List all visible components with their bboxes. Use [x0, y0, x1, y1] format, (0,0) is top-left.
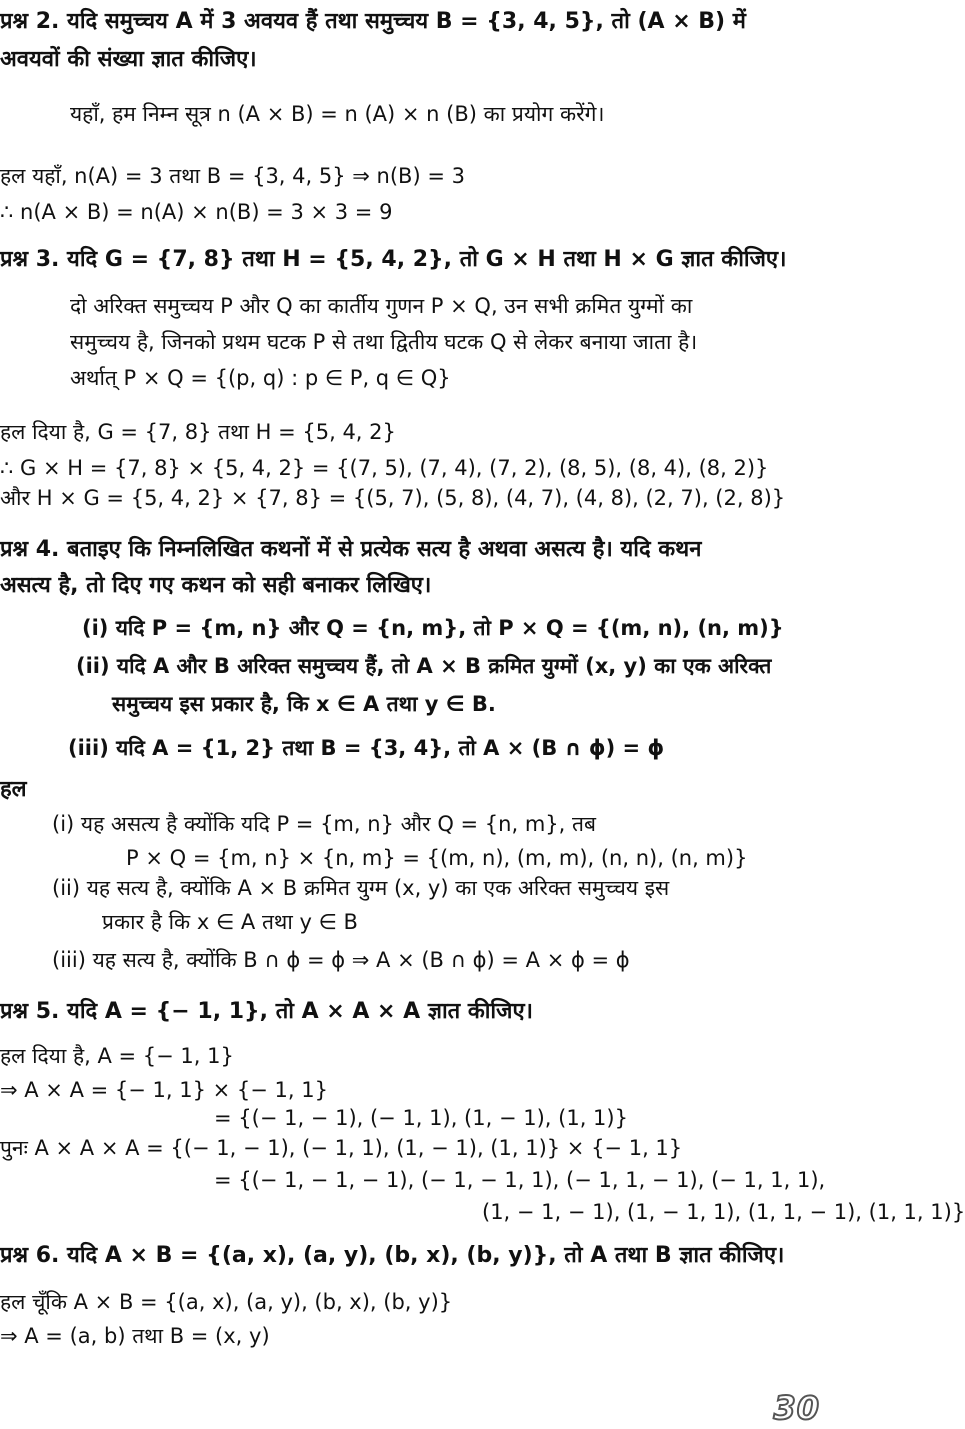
question-2-line-2: अवयवों की संख्या ज्ञात कीजिए। — [0, 47, 257, 72]
solution-4-line-5: (iii) यह सत्य है, क्योंकि B ∩ ϕ = ϕ ⇒ A × (B ∩ ϕ) = A × ϕ = ϕ — [52, 948, 630, 972]
solution-5-line-4: पुनः A × A × A = {(− 1, − 1), (− 1, 1), (1, − 1), (1, 1)} × {− 1, 1} — [0, 1136, 683, 1160]
solution-4-line-4: प्रकार है कि x ∈ A तथा y ∈ B — [102, 910, 358, 934]
solution-5-line-1: हल दिया है, A = {− 1, 1} — [0, 1044, 234, 1068]
solution-6-line-2: ⇒ A = (a, b) तथा B = (x, y) — [0, 1324, 270, 1348]
question-4-part-i: (i) यदि P = {m, n} और Q = {n, m}, तो P × Q = {(m, n), (n, m)} — [82, 616, 784, 640]
solution-3-line-2: ∴ G × H = {7, 8} × {5, 4, 2} = {(7, 5), (7, 4), (7, 2), (8, 5), (8, 4), (8, 2)} — [0, 456, 769, 480]
solution-4-line-2: P × Q = {m, n} × {n, m} = {(m, n), (m, m), (n, n), (n, m)} — [126, 846, 748, 870]
question-4-part-ii-line-2: समुच्चय इस प्रकार है, कि x ∈ A तथा y ∈ B. — [112, 692, 496, 716]
question-5: प्रश्न 5. यदि A = {− 1, 1}, तो A × A × A ज्ञात कीजिए। — [0, 999, 533, 1024]
solution-4-line-3: (ii) यह सत्य है, क्योंकि A × B क्रमित युग्म (x, y) का एक अरिक्त समुच्चय इस — [52, 876, 670, 900]
question-2-line-1: प्रश्न 2. यदि समुच्चय A में 3 अवयव हैं तथा समुच्चय B = {3, 4, 5}, तो (A × B) में — [0, 9, 746, 34]
solution-5-line-5: = {(− 1, − 1, − 1), (− 1, − 1, 1), (− 1, 1, − 1), (− 1, 1, 1), — [214, 1168, 826, 1192]
solution-6-line-1: हल चूँकि A × B = {(a, x), (a, y), (b, x), (b, y)} — [0, 1290, 453, 1314]
solution-3-line-1: हल दिया है, G = {7, 8} तथा H = {5, 4, 2} — [0, 420, 396, 444]
solution-2-line-2: ∴ n(A × B) = n(A) × n(B) = 3 × 3 = 9 — [0, 200, 393, 224]
solution-4-line-1: (i) यह असत्य है क्योंकि यदि P = {m, n} और Q = {n, m}, तब — [52, 812, 596, 836]
solution-5-line-6: (1, − 1, − 1), (1, − 1, 1), (1, 1, − 1), (1, 1, 1)} — [482, 1200, 965, 1224]
definition-line-1: दो अरिक्त समुच्चय P और Q का कार्तीय गुणन P × Q, उन सभी क्रमित युग्मों का — [70, 294, 693, 318]
question-6: प्रश्न 6. यदि A × B = {(a, x), (a, y), (b, x), (b, y)}, तो A तथा B ज्ञात कीजिए। — [0, 1243, 785, 1268]
definition-line-3: अर्थात् P × Q = {(p, q) : p ∈ P, q ∈ Q} — [70, 366, 451, 390]
question-4-part-iii: (iii) यदि A = {1, 2} तथा B = {3, 4}, तो A × (B ∩ ϕ) = ϕ — [68, 736, 665, 760]
solution-5-line-3: = {(− 1, − 1), (− 1, 1), (1, − 1), (1, 1)} — [214, 1106, 628, 1130]
question-4-line-2: असत्य है, तो दिए गए कथन को सही बनाकर लिखिए। — [0, 573, 432, 598]
note-formula: यहाँ, हम निम्न सूत्र n (A × B) = n (A) × n (B) का प्रयोग करेंगे। — [70, 102, 605, 126]
solution-4-label: हल — [0, 777, 27, 802]
solution-2-line-1: हल यहाँ, n(A) = 3 तथा B = {3, 4, 5} ⇒ n(B) = 3 — [0, 164, 465, 188]
question-4-part-ii-line-1: (ii) यदि A और B अरिक्त समुच्चय हैं, तो A × B क्रमित युग्मों (x, y) का एक अरिक्त — [76, 654, 772, 678]
definition-line-2: समुच्चय है, जिनको प्रथम घटक P से तथा द्वितीय घटक Q से लेकर बनाया जाता है। — [70, 330, 698, 354]
question-4-line-1: प्रश्न 4. बताइए कि निम्नलिखित कथनों में से प्रत्येक सत्य है अथवा असत्य है। यदि कथन — [0, 537, 702, 562]
solution-3-line-3: और H × G = {5, 4, 2} × {7, 8} = {(5, 7), (5, 8), (4, 7), (4, 8), (2, 7), (2, 8)} — [0, 486, 786, 510]
solution-5-line-2: ⇒ A × A = {− 1, 1} × {− 1, 1} — [0, 1078, 328, 1102]
page-number: 30 — [773, 1389, 820, 1427]
question-3-line-1: प्रश्न 3. यदि G = {7, 8} तथा H = {5, 4, 2}, तो G × H तथा H × G ज्ञात कीजिए। — [0, 247, 787, 272]
